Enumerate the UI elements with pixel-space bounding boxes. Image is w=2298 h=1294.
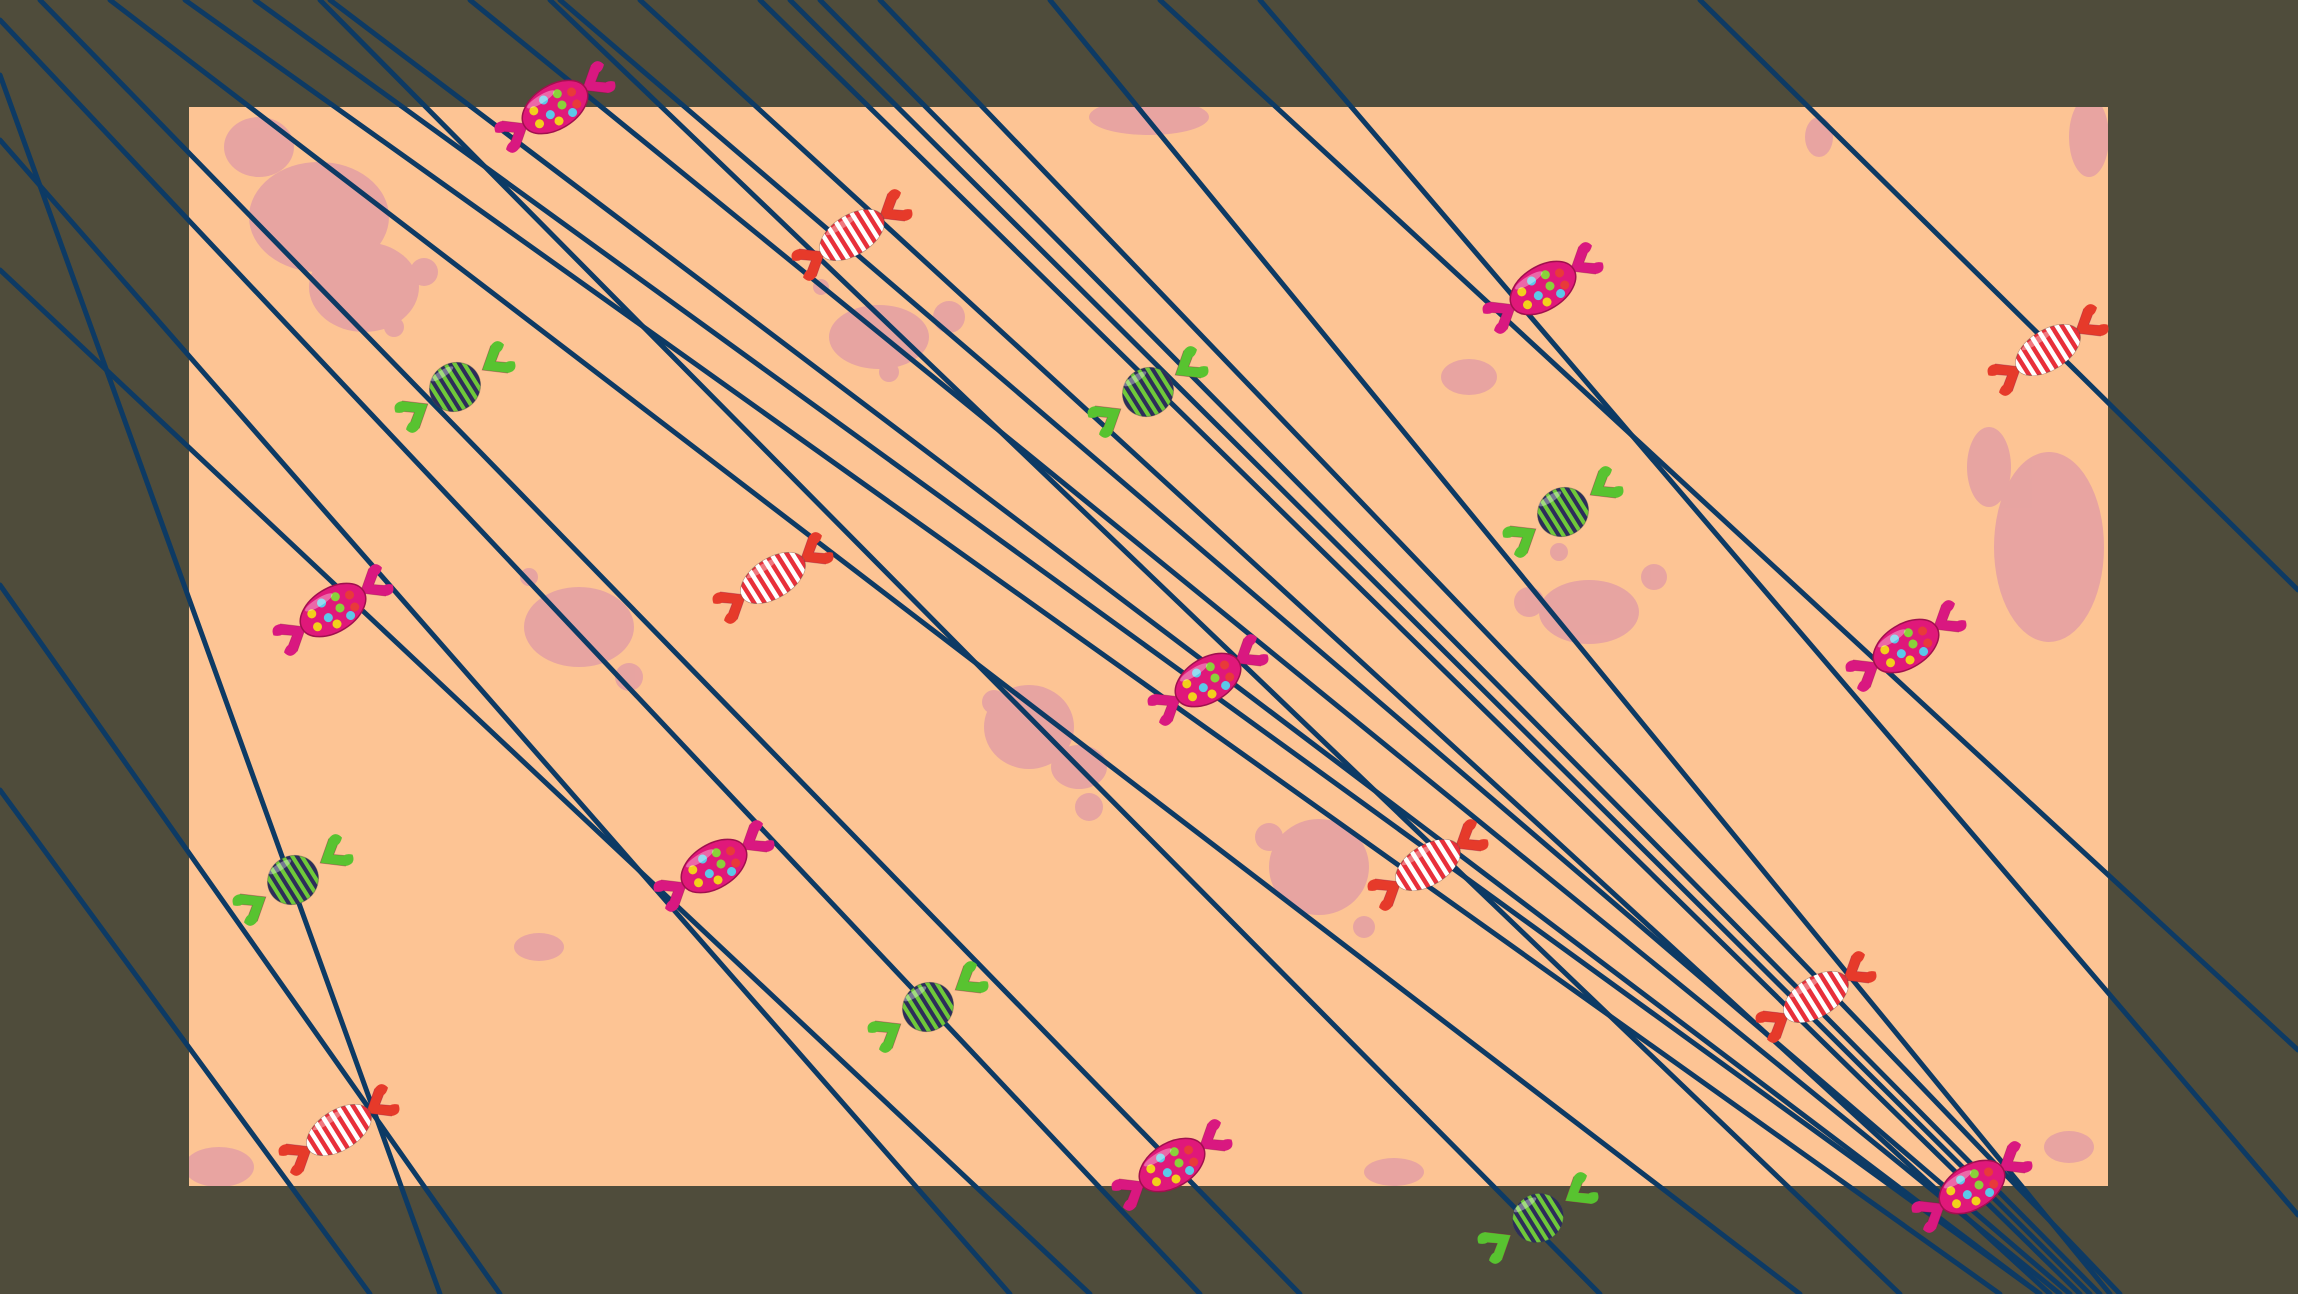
candy-striped-green[interactable] [388,333,522,442]
candy-polka[interactable] [1106,1112,1238,1217]
candy-striped-green[interactable] [226,826,360,935]
candy-polka[interactable] [1142,627,1274,732]
candy-polka[interactable] [489,54,621,159]
candy-striped-red[interactable] [1983,299,2113,401]
candy-striped-green[interactable] [1471,1164,1605,1273]
candy-striped-red[interactable] [1363,814,1493,916]
candy-striped-green[interactable] [1496,458,1630,567]
candy-polka[interactable] [1477,235,1609,340]
candy-polka[interactable] [648,813,780,918]
candy-striped-red[interactable] [274,1079,404,1181]
candy-striped-red[interactable] [708,527,838,629]
candy-striped-red[interactable] [787,184,917,286]
candy-polka[interactable] [1840,593,1972,698]
candy-striped-red[interactable] [1751,946,1881,1048]
candy-polka[interactable] [267,557,399,662]
candy-striped-green[interactable] [1081,338,1215,447]
candy-striped-green[interactable] [861,953,995,1062]
candy-polka[interactable] [1906,1134,2038,1239]
